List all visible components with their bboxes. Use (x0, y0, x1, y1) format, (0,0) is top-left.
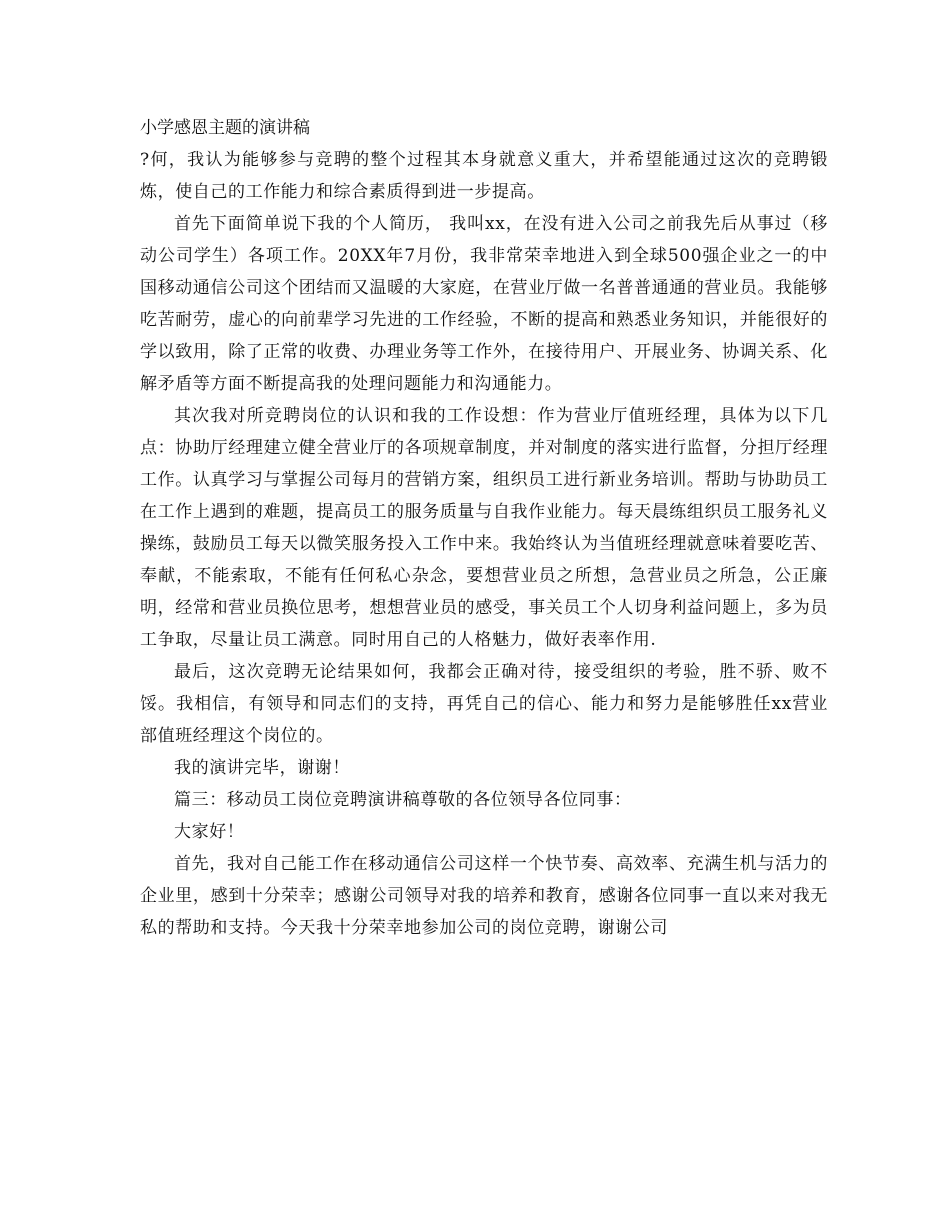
paragraph-3: 其次我对所竞聘岗位的认识和我的工作设想：作为营业厅值班经理，具体为以下几点：协助厅经理建立健全营业厅的各项规章制度，并对制度的落实进行监督，分担厅经理工作。认真学习与掌握公司每月的营销方案，组织员工进行新业务培训。帮助与协助员工在工作上遇到的难题，提高员工的服务质量与自我作业能力。每天晨练组织员工服务礼义操练，鼓励员工每天以微笑服务投入工作中来。我始终认为当值班经理就意味着要吃苦、奉献，不能索取，不能有任何私心杂念，要想营业员之所想，急营业员之所急，公正廉明，经常和营业员换位思考，想想营业员的感受，事关员工个人切身利益问题上，多为员工争取，尽量让员工满意。同时用自己的人格魅力，做好表率作用. (140, 406, 828, 650)
paragraph-5: 我的演讲完毕，谢谢！ (174, 758, 350, 778)
paragraph-2: 首先下面简单说下我的个人简历， 我叫xx，在没有进入公司之前我先后从事过（移动公司学生）各项工作。20XX年7月份，我非常荣幸地进入到全球500强企业之一的中国移动通信公司这个团结而又温暖的大家庭，在营业厅做一名普普通通的营业员。我能够吃苦耐劳，虚心的向前辈学习先进的工作经验，不断的提高和熟悉业务知识，并能很好的学以致用，除了正常的收费、办理业务等工作外，在接待用户、开展业务、协调关系、化解矛盾等方面不断提高我的处理问题能力和沟通能力。 (140, 214, 828, 394)
paragraph-7: 大家好！ (174, 822, 245, 842)
document-body (140, 112, 828, 944)
paragraph-6: 篇三：移动员工岗位竞聘演讲稿尊敬的各位领导各位同事： (174, 790, 632, 810)
paragraph-1: ?何，我认为能够参与竞聘的整个过程其本身就意义重大，并希望能通过这次的竞聘锻炼，使自己的工作能力和综合素质得到进一步提高。 (140, 150, 828, 202)
paragraph-8: 首先，我对自己能工作在移动通信公司这样一个快节奏、高效率、充满生机与活力的企业里，感到十分荣幸；感谢公司领导对我的培养和教育，感谢各位同事一直以来对我无私的帮助和支持。今天我十分荣幸地参加公司的岗位竞聘，谢谢公司 (140, 854, 828, 938)
document-title: 小学感恩主题的演讲稿 (140, 118, 310, 138)
paragraph-4: 最后，这次竞聘无论结果如何，我都会正确对待，接受组织的考验，胜不骄、败不馁。我相信，有领导和同志们的支持，再凭自己的信心、能力和努力是能够胜任xx营业部值班经理这个岗位的。 (140, 662, 828, 746)
